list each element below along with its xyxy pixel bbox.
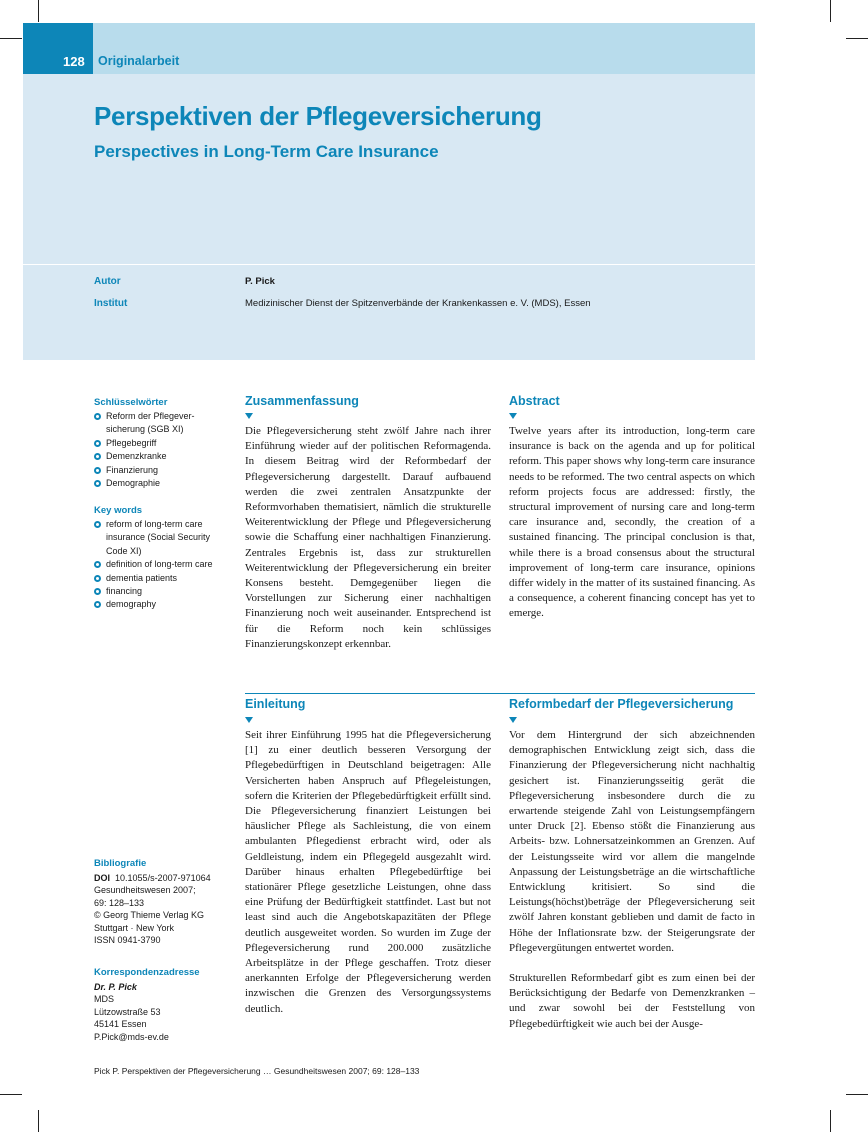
crop-mark: [38, 1110, 39, 1132]
author-label: Autor: [94, 276, 121, 287]
section-divider: [245, 693, 755, 694]
corr-street: Lützowstraße 53: [94, 1006, 161, 1017]
crop-mark: [0, 1094, 22, 1095]
bullet-icon: [94, 453, 101, 460]
bullet-icon: [94, 440, 101, 447]
keyword-item: definition of long-term care: [94, 558, 229, 571]
keyword-item: demography: [94, 598, 229, 611]
institute-label: Institut: [94, 298, 128, 309]
section-label: Originalarbeit: [98, 54, 180, 68]
keywords-de-list: [94, 410, 229, 490]
bibliography-block: [94, 872, 234, 946]
footer-citation: Pick P. Perspektiven der Pflegeversicherung … Gesundheitswesen 2007; 69: 128–133: [94, 1066, 420, 1076]
keywords-en-title: Key words: [94, 505, 143, 516]
bullet-icon: [94, 601, 101, 608]
abstract-de-heading: Zusammenfassung: [245, 394, 359, 408]
keyword-item: reform of long-term care insurance (Social Security Code XI): [94, 518, 229, 558]
doi-line: [94, 872, 234, 884]
crop-mark: [38, 0, 39, 22]
bullet-icon: [94, 575, 101, 582]
keyword-item: dementia patients: [94, 572, 229, 585]
crop-mark: [846, 1094, 868, 1095]
correspondence-block: [94, 981, 234, 1043]
bullet-icon: [94, 588, 101, 595]
bullet-icon: [94, 561, 101, 568]
crop-mark: [0, 38, 22, 39]
corr-org: MDS: [94, 994, 114, 1005]
divider: [23, 264, 755, 265]
abstract-en-text: Twelve years after its introduction, long-term care insurance is back on the agenda and up for political reform. This paper shows why long-term care insurance needs to be reformed. The two central aspects on which reform projects focus are addressed: firstly, the structural improvement of nursing care and long-term care insurance and, secondly, the creation of a sustained financing. The principal conclusion is that, while there is a broad consensus about the structural improvement of long-term care insurance, opinions differ widely in the matter of its sustained financing. As a consequence, a coherent financing concept has yet to emerge.: [509, 425, 755, 620]
doi-label: DOI: [94, 873, 111, 883]
bibliography-title: Bibliografie: [94, 858, 147, 869]
article-subtitle: Perspectives in Long-Term Care Insurance: [94, 142, 439, 161]
intro-heading: Einleitung: [245, 697, 306, 711]
header-strip: [23, 23, 755, 74]
keyword-item: Pflegebegriff: [94, 437, 229, 450]
intro-text: Seit ihrer Einführung 1995 hat die Pflegeversicherung [1] zu einer deutlich besseren Versorgung der Pflegebedürftigen in Deutschland beigetragen: Alle Versicherten haben Anspruch auf Pflegeleistungen, sofern die Kriterien der Pflegebedürftigkeit erfüllt sind. Die Pflegeversicherung finanziert Leistungen bei häuslicher Pflege als Sachleistung, die von einem ambulanten Pflegedienst erbracht wird, oder als Geldleistung, indem ein Pflegegeld ausgezahlt wird. Darüber hinaus erhalten Pflegebedürftige bei stationärer Pflege gesetzliche Leistungen, ohne dass eine Prüfung der Bedürftigkeit stattfindet. Last but not least sind auch die Angebotskapazitäten der Pflege deutlich ausgeweitet worden. So wurden im Zuge der Pflegeversicherung rund 200.000 zusätzliche Arbeitsplätze in der Pflege geschaffen. Trotz dieser anerkannten Erfolge der Pflegeversicherung werden inzwischen die Grenzen des Versorgungssystems deutlich.: [245, 729, 491, 1015]
abstract-de-text: Die Pflegeversicherung steht zwölf Jahre nach ihrer Einführung wieder auf der politischen Reformagenda. In diesem Beitrag wird der Reformbedarf der Pflegeversicherung dargestellt. Darauf aufbauend werden die zwei zentralen Ansatzpunkte der Reformvorhaben thematisiert, nämlich die strukturelle Weiterentwicklung der Pflege und Pflegeversicherung sowie die Schaffung einer nachhaltigen Finanzierung. Zentrales Ergebnis ist, dass zur strukturellen Weiterentwicklung der Pflegeversicherung ein breiter Konsens besteht. Demgegenüber liegen die Vorstellungen zur Sicherung einer nachhaltigen Finanzierung noch weit auseinander. Entsprechend ist für die Reform noch kein schlüssiges Finanzierungskonzept erkennbar.: [245, 425, 491, 650]
corr-email[interactable]: P.Pick@mds-ev.de: [94, 1031, 169, 1042]
publisher-place: Stuttgart · New York: [94, 922, 175, 933]
page-number-box: [23, 23, 93, 74]
keyword-item: Reform der Pflegever-sicherung (SGB XI): [94, 410, 229, 437]
reform-text-2: Strukturellen Reformbedarf gibt es zum einen bei der Berücksichtigung der Bedarfe von Demenzkranken – und zwar sowohl bei der Feststellung von Pflegebedürftigkeit wie auch bei der Ausge-: [509, 972, 755, 1030]
corr-city: 45141 Essen: [94, 1019, 147, 1030]
reform-heading: Reformbedarf der Pflegeversicherung: [509, 697, 734, 711]
header-band: [23, 23, 755, 360]
reform-text-1: Vor dem Hintergrund der sich abzeichnenden demographischen Entwicklung zeigt sich, dass die Finanzierung der Pflegeversicherung nicht nachhaltig gesichert ist. Finanzierungsseitig gerät die Pflegeversicherung insbesondere durch die zu erwartende steigende Zahl von Leistungsempfängern unter Druck [2]. Ebenso stößt die Finanzierung aus Arbeits- bzw. Lohnersatzeinkommen an Grenzen. Auf der Leistungsseite wird vor allem die mangelnde Anpassung der Leistungsbeträge an die wirtschaftliche Entwicklung kritisiert. So sind die Leistungs(höchst)beträge der Pflegeversicherung seit zwölf Jahren konstant geblieben und damit de facto in Höhe der Inflationsrate bzw. der Steigerungsrate der Pflegevergütungen entwertet worden.: [509, 729, 755, 954]
crop-mark: [830, 0, 831, 22]
arrow-down-icon: [245, 413, 253, 419]
arrow-down-icon: [509, 717, 517, 723]
doi-value[interactable]: 10.1055/s-2007-971064: [115, 873, 211, 883]
bullet-icon: [94, 480, 101, 487]
publisher: © Georg Thieme Verlag KG: [94, 910, 205, 921]
volume-pages: 69: 128–133: [94, 897, 145, 908]
institute-name: Medizinischer Dienst der Spitzenverbände der Krankenkassen e. V. (MDS), Essen: [245, 298, 591, 309]
issn: ISSN 0941-3790: [94, 935, 161, 946]
journal: Gesundheitswesen 2007;: [94, 885, 196, 896]
arrow-down-icon: [509, 413, 517, 419]
keyword-item: financing: [94, 585, 229, 598]
crop-mark: [846, 38, 868, 39]
abstract-en-heading: Abstract: [509, 394, 560, 408]
keywords-de-title: Schlüsselwörter: [94, 397, 168, 408]
arrow-down-icon: [245, 717, 253, 723]
keywords-en-list: [94, 518, 229, 612]
keyword-item: Finanzierung: [94, 464, 229, 477]
bullet-icon: [94, 467, 101, 474]
correspondence-title: Korrespondenzadresse: [94, 967, 200, 978]
author-name: P. Pick: [245, 276, 275, 287]
keyword-item: Demenzkranke: [94, 450, 229, 463]
corr-name: Dr. P. Pick: [94, 982, 137, 992]
crop-mark: [830, 1110, 831, 1132]
bullet-icon: [94, 521, 101, 528]
page-number: 128: [63, 54, 85, 69]
article-title: Perspektiven der Pflegeversicherung: [94, 101, 542, 131]
keyword-item: Demographie: [94, 477, 229, 490]
bullet-icon: [94, 413, 101, 420]
